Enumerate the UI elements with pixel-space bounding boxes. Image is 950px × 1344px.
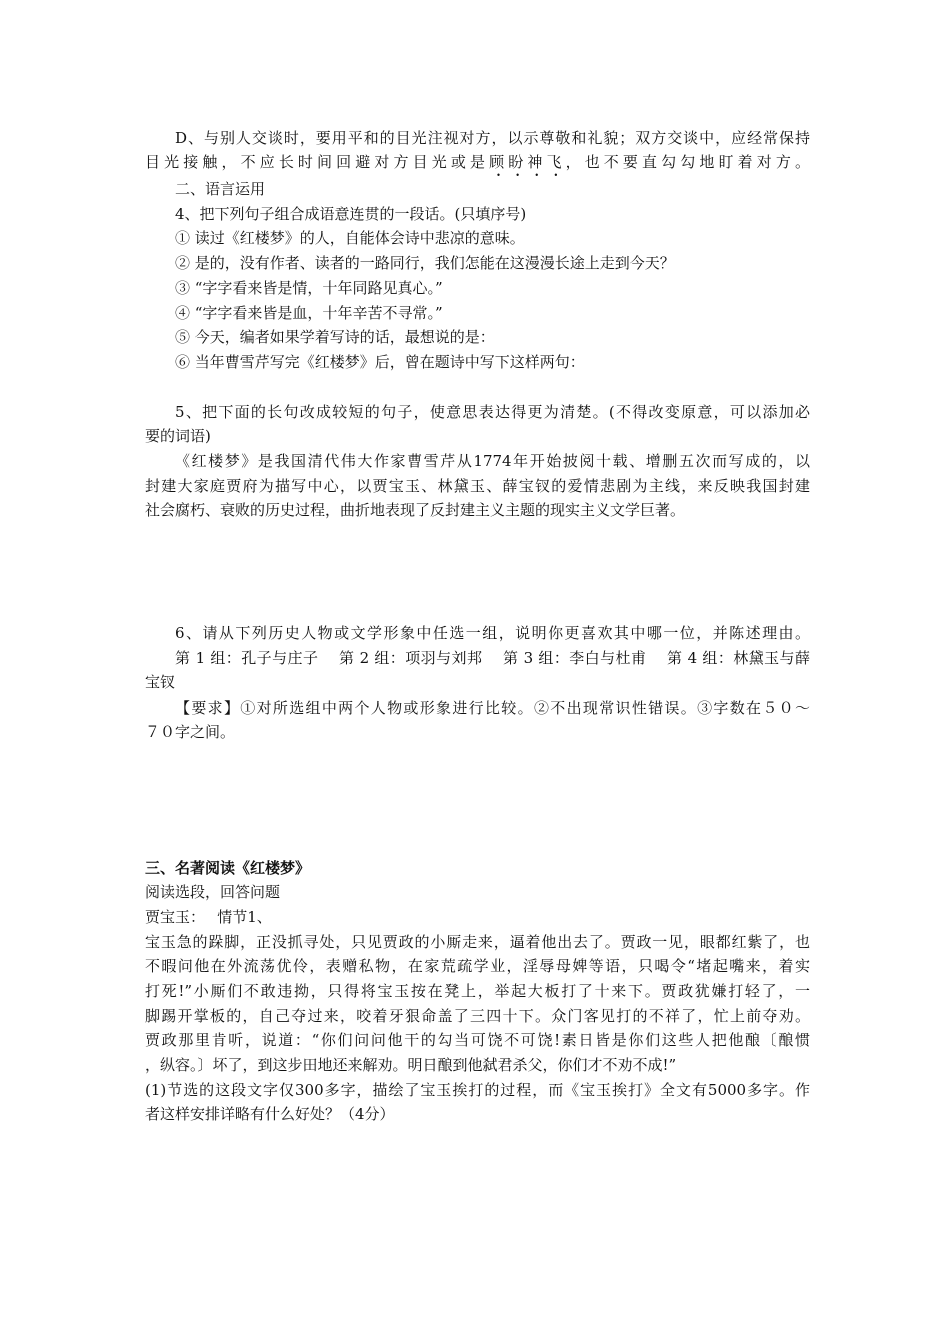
section-3-q1-line-1: (1)节选的这段文字仅300多字，描绘了宝玉挨打的过程，而《宝玉挨打》全文有5000多字。作 (145, 1081, 810, 1099)
passage-line-2: 不暇问他在外流荡优伶，表赠私物，在家荒疏学业，淫辱母婢等语，只喝令“堵起嘴来，着实 (145, 957, 810, 975)
section-3-q1-line-2: 者这样安排详略有什么好处？（4分） (145, 1105, 395, 1123)
section-3-title: 三、名著阅读《红楼梦》 (145, 859, 311, 877)
q4-item-4: ④ “字字看来皆是血，十年辛苦不寻常。” (175, 304, 443, 322)
q4-item-3: ③ “字字看来皆是情，十年同路见真心。” (175, 279, 443, 297)
q5-prompt-line-1: 5、把下面的长句改成较短的句子，使意思表达得更为清楚。(不得改变原意，可以添加必 (175, 403, 810, 421)
option-d-line-2 (145, 150, 810, 180)
passage-label: 贾宝玉： 情节1、 (145, 908, 272, 926)
q6-requirement-line-1: 【要求】①对所选组中两个人物或形象进行比较。②不出现常识性错误。③字数在５０～ (175, 699, 810, 717)
q5-text-line-2: 封建大家庭贾府为描写中心，以贾宝玉、林黛玉、薛宝钗的爱情悲剧为主线，来反映我国封建 (145, 477, 810, 495)
section-3-instruction: 阅读选段，回答问题 (145, 883, 281, 901)
q6-groups-line-2: 宝钗 (145, 673, 176, 691)
q6-requirement-line-2: ７０字之间。 (145, 723, 236, 741)
q4-item-1: ① 读过《红楼梦》的人，自能体会诗中悲凉的意味。 (175, 229, 525, 247)
passage-line-6: ，纵容。〕坏了，到这步田地还来解劝。明日酿到他弑君杀父，你们才不劝不成!” (145, 1056, 677, 1074)
q4-item-5: ⑤ 今天，编者如果学着写诗的话，最想说的是： (175, 328, 495, 346)
option-d-line-1: D、与别人交谈时，要用平和的目光注视对方，以示尊敬和礼貌；双方交谈中，应经常保持 (175, 129, 810, 147)
passage-line-4: 脚踢开掌板的，自己夺过来，咬着牙狠命盖了三四十下。众门客见打的不祥了，忙上前夺劝。 (145, 1007, 810, 1025)
passage-line-1: 宝玉急的跺脚，正没抓寻处，只见贾政的小厮走来，逼着他出去了。贾政一见，眼都红紫了，也 (145, 933, 810, 951)
q4-item-2: ② 是的，没有作者、读者的一路同行，我们怎能在这漫漫长途上走到今天？ (175, 254, 675, 272)
emphasized-phrase: 顾盼神飞 (489, 153, 566, 171)
option-d-line-2-post: ，也不要直勾勾地盯着对方。 (565, 153, 810, 171)
passage-line-3: 打死!”小厮们不敢违拗，只得将宝玉按在凳上，举起大板打了十来下。贾政犹嫌打轻了，一 (145, 982, 810, 1000)
q5-prompt-line-2: 要的词语) (145, 427, 211, 445)
q5-text-line-3: 社会腐朽、衰败的历史过程，曲折地表现了反封建主义主题的现实主义文学巨著。 (145, 501, 686, 519)
q4-prompt: 4、把下列句子组合成语意连贯的一段话。(只填序号) (175, 205, 527, 223)
q6-groups-line-1: 第 1 组：孔子与庄子 第 2 组：项羽与刘邦 第 3 组：李白与杜甫 第 4 组：林黛玉与薛 (175, 649, 810, 667)
option-d-line-2-pre: 目光接触，不应长时间回避对方目光或是 (145, 153, 490, 171)
q4-item-6: ⑥ 当年曹雪芹写完《红楼梦》后，曾在题诗中写下这样两句： (175, 353, 585, 371)
passage-line-5: 贾政那里肯听，说道：“你们问问他干的勾当可饶不可饶!素日皆是你们这些人把他酿〔酿惯 (145, 1031, 810, 1049)
q6-prompt: 6、请从下列历史人物或文学形象中任选一组，说明你更喜欢其中哪一位，并陈述理由。 (175, 624, 810, 642)
section-2-title: 二、语言运用 (175, 180, 266, 198)
q5-text-line-1: 《红楼梦》是我国清代伟大作家曹雪芹从1774年开始披阅十载、增删五次而写成的，以 (175, 452, 810, 470)
